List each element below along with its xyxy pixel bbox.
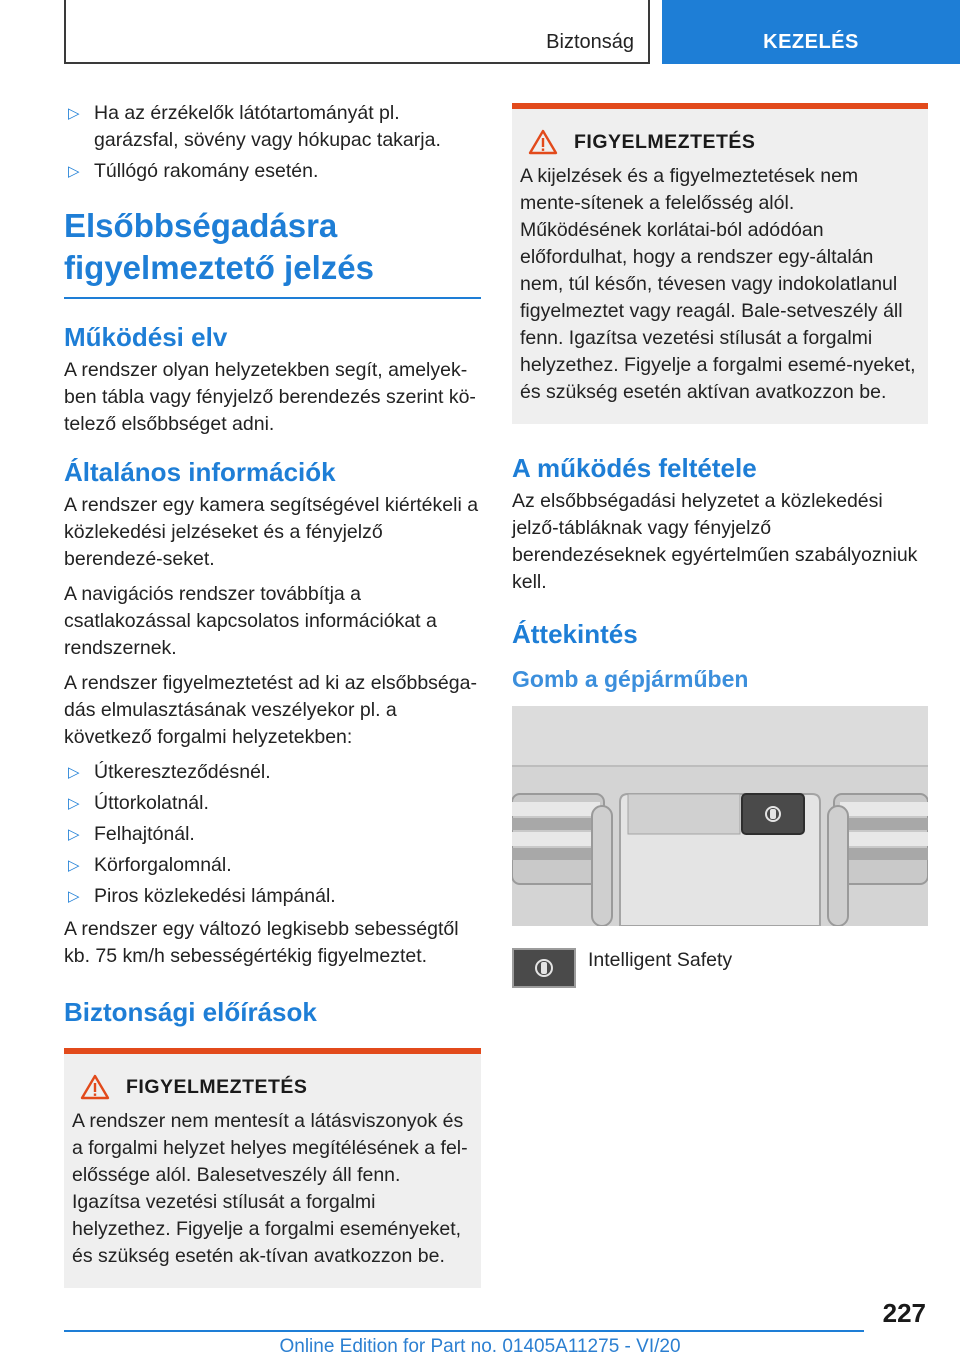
dashboard-button-figure (512, 706, 928, 926)
situation-bullet-list (64, 759, 481, 910)
warning-text: A rendszer nem mentesít a látásviszonyok és a forgalmi helyzet helyes megítélésének a fel-előssége alól. Balesetveszély áll fenn. Igazítsa vezetési stílusát a forgalmi helyzethez. Figyelje a forgalmi eseményeket, és szükség esetén ak-tívan avatkozzon be. (72, 1110, 468, 1267)
header-chapter-title: KEZELÉS (763, 31, 859, 53)
triangle-bullet-icon: ▷ (68, 795, 80, 812)
principle-heading: Működési elv (64, 322, 228, 352)
conditions-text: Az elsőbbségadási helyzetet a közlekedési jelző-tábláknak vagy fényjelző berendezéseknek egyértelműen szabályozniuk kell. (512, 490, 918, 593)
left-column (64, 100, 481, 1288)
list-item: ▷ Piros közlekedési lámpánál. (64, 883, 481, 910)
conditions-heading: A működés feltétele (512, 453, 757, 483)
right-column (512, 103, 928, 988)
list-item: ▷ Ha az érzékelők látótartományát pl. garázsfal, sövény vagy hókupac takarja. (68, 102, 441, 151)
header-section-title: Biztonság (546, 31, 634, 53)
footer-divider (64, 1330, 864, 1332)
list-item: ▷ Útkereszteződésnél. (64, 759, 481, 786)
warning-header (72, 1074, 471, 1100)
header-section-box (64, 0, 650, 64)
triangle-bullet-icon: ▷ (68, 857, 80, 874)
general-paragraph-2: A navigációs rendszer továbbítja a csatlakozással kapcsolatos információkat a rendszernek. (64, 583, 437, 659)
warning-triangle-icon (528, 129, 558, 155)
list-item: ▷ Úttorkolatnál. (64, 790, 481, 817)
triangle-bullet-icon: ▷ (68, 105, 80, 122)
general-info-heading: Általános információk (64, 457, 336, 487)
warning-box-right (512, 103, 928, 424)
overview-heading: Áttekintés (512, 619, 638, 649)
page-title: Elsőbbségadásra figyelmeztető jelzés (64, 205, 481, 299)
warning-title: FIGYELMEZTETÉS (574, 130, 756, 153)
general-paragraph-4: A rendszer egy változó legkisebb sebességtől kb. 75 km/h sebességértékig figyelmeztet. (64, 918, 459, 967)
button-legend-label: Intelligent Safety (588, 949, 733, 971)
button-legend-row (512, 948, 928, 988)
button-subheading: Gomb a gépjárműben (512, 666, 749, 692)
triangle-bullet-icon: ▷ (68, 888, 80, 905)
triangle-bullet-icon: ▷ (68, 764, 80, 781)
header-chapter-tab (662, 0, 960, 64)
page-number: 227 (882, 1298, 926, 1328)
warning-triangle-icon (80, 1074, 110, 1100)
list-item: ▷ Felhajtónál. (64, 821, 481, 848)
top-bullet-list (64, 100, 481, 185)
safety-heading: Biztonsági előírások (64, 997, 317, 1027)
warning-box-left (64, 1048, 481, 1288)
intelligent-safety-button-icon (512, 948, 576, 988)
list-item: ▷ Túllógó rakomány esetén. (64, 158, 481, 185)
warning-header (520, 129, 918, 155)
warning-title: FIGYELMEZTETÉS (126, 1075, 308, 1098)
dashboard-illustration (512, 706, 928, 926)
list-item: ▷ Körforgalomnál. (64, 852, 481, 879)
footer-edition: Online Edition for Part no. 01405A11275 - VI/20 (279, 1336, 681, 1357)
warning-text: A kijelzések és a figyelmeztetések nem mente-sítenek a felelősség alól. Működésének korlátai-ból adódóan előfordulhat, hogy a rendszer egy-általán nem, túl későn, tévesen vagy indokolatlanul figyelmeztet vagy reagál. Bale-setveszély áll fenn. Igazítsa vezetési stílusát a forgalmi helyzethez. Figyelje a forgalmi esemé-nyeket, és szükség esetén aktívan avatkozzon be. (520, 165, 916, 403)
triangle-bullet-icon: ▷ (68, 826, 80, 843)
general-paragraph-3: A rendszer figyelmeztetést ad ki az elsőbbséga-dás elmulasztásának veszélyekor pl. a következő forgalmi helyzetekben: (64, 672, 477, 748)
principle-text: A rendszer olyan helyzetekben segít, amelyek-ben tábla vagy fényjelző berendezés szerint kö-telező elsőbbséget adni. (64, 359, 476, 435)
general-paragraph-1: A rendszer egy kamera segítségével kiértékeli a közlekedési jelzéseket és a fényjelző berendezé-seket. (64, 494, 479, 570)
triangle-bullet-icon: ▷ (68, 163, 80, 180)
